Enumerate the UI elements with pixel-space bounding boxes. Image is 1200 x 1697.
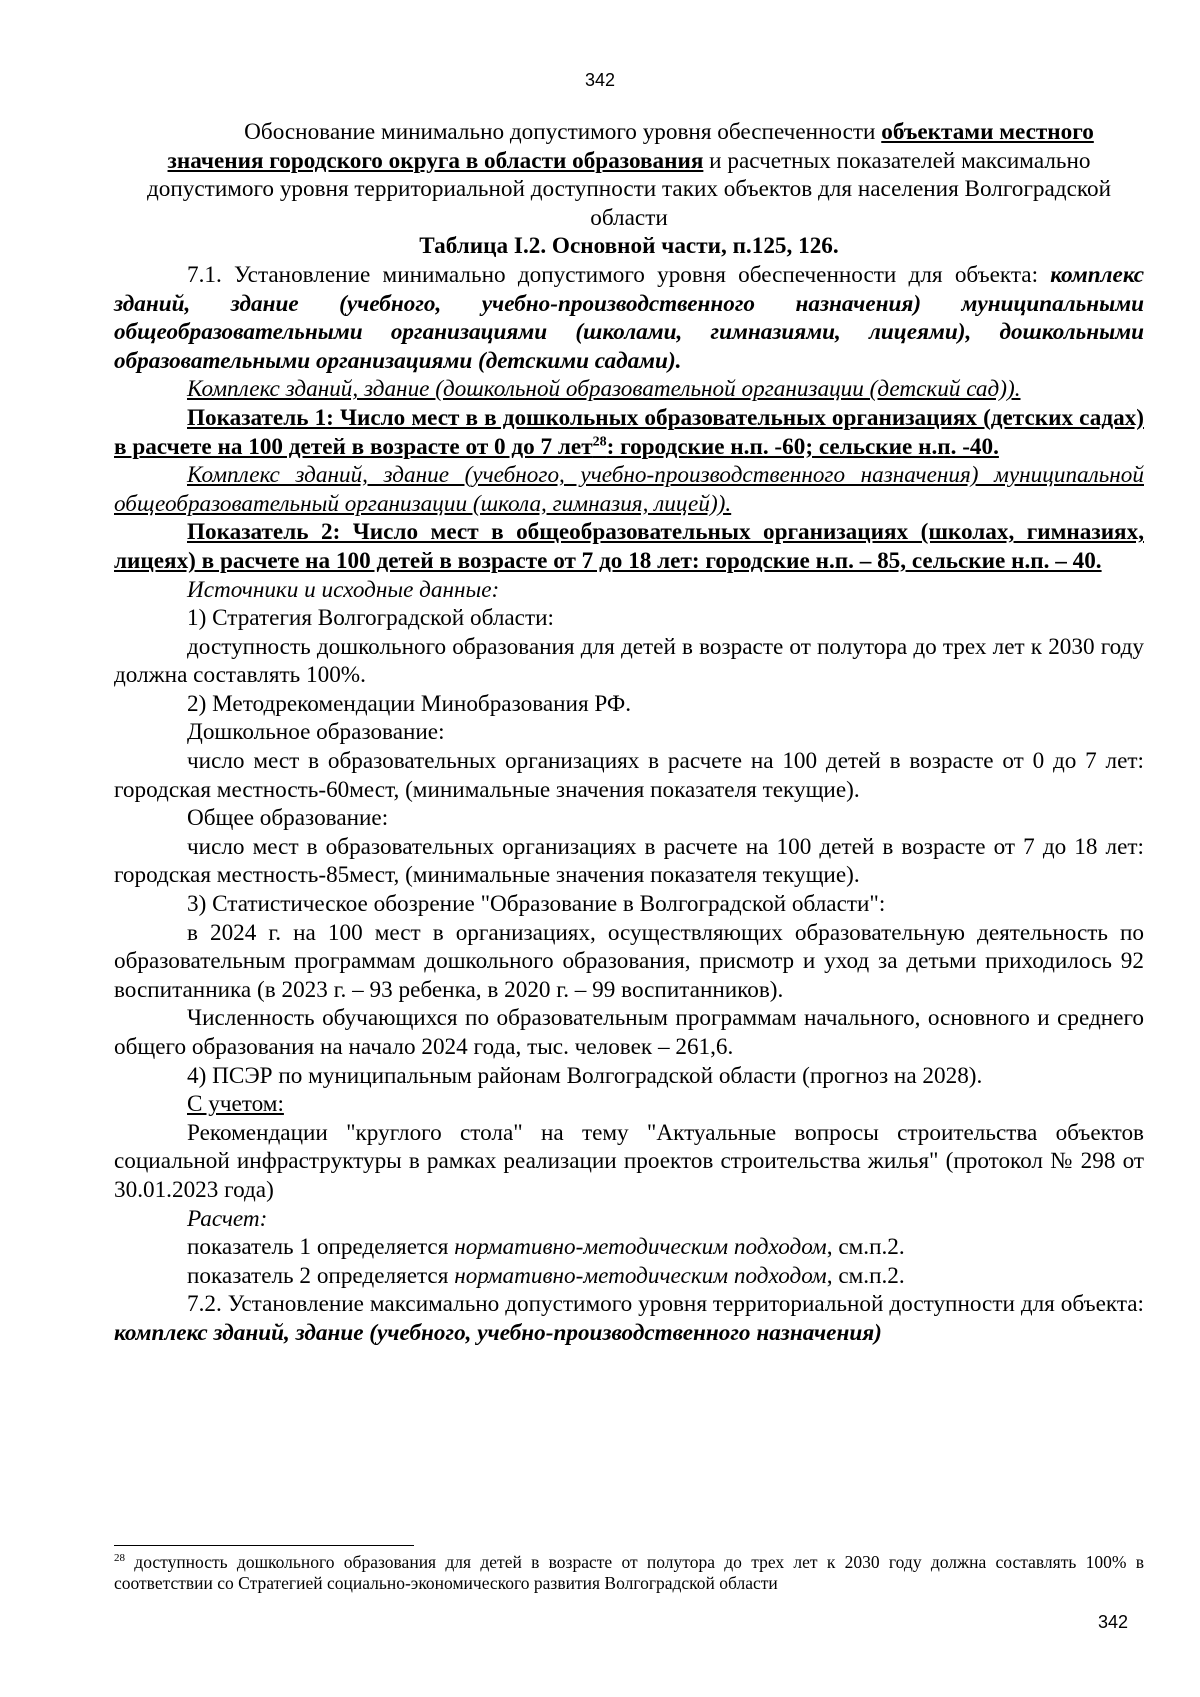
section-7-1-lead: 7.1. Установление минимально допустимого уровня обеспеченности для объекта: bbox=[187, 261, 1051, 288]
footnote-separator bbox=[114, 1545, 414, 1546]
source-2-preschool-text: число мест в образовательных организациях в расчете на 100 детей в возрасте от 0 до 7 лет: городская местность-60мест, (минимальные значения показателя текущие). bbox=[114, 748, 1144, 803]
considering-text: Рекомендации "круглого стола" на тему "Актуальные вопросы строительства объектов социальной инфраструктуры в рамках реализации проектов строительства жилья" (протокол № 298 от 30.01.2023 года) bbox=[114, 1119, 1144, 1203]
considering-heading: С учетом: bbox=[187, 1091, 284, 1118]
calculation-line-2-italic: нормативно-методическим подходом bbox=[454, 1262, 827, 1289]
source-3-text-1: в 2024 г. на 100 мест в организациях, осуществляющих образовательную деятельность по образовательным программам дошкольного образования, присмотр и уход за детьми приходилось 92 воспитанника (в 2023 г. – 93 ребенка, в 2020 г. – 99 воспитанников). bbox=[114, 919, 1144, 1003]
document-body bbox=[114, 118, 1144, 1348]
page-number-top: 342 bbox=[584, 70, 616, 90]
source-2-general-text: число мест в образовательных организациях в расчете на 100 детей в возрасте от 7 до 18 лет: городская местность-85мест, (минимальные значения показателя текущие). bbox=[114, 833, 1144, 889]
title-part-3: и расчетных показателей максимально допустимого уровня территориальной доступности таких объектов для населения Волгоградской области bbox=[147, 147, 1111, 231]
footnote-ref: 28 bbox=[592, 433, 607, 449]
section-7-2 bbox=[114, 1290, 1144, 1347]
footnote-text: доступность дошкольного образования для детей в возрасте от полутора до трех лет к 2030 году должна составлять 100% в соответствии со Стратегией социально-экономического развития Волгоградской области bbox=[114, 1552, 1144, 1593]
source-2-preschool-title: Дошкольное образование: bbox=[187, 719, 445, 746]
title-part-1: Обоснование минимально допустимого уровня обеспеченности bbox=[244, 119, 882, 145]
section-7-1 bbox=[114, 261, 1144, 375]
source-4-title: 4) ПСЭР по муниципальным районам Волгоградской области (прогноз на 2028). bbox=[187, 1062, 983, 1089]
calculation-line-2-a: показатель 2 определяется bbox=[187, 1262, 455, 1289]
indicator-1-text-a: Показатель 1: Число мест в в дошкольных образовательных организациях (детских садах) в расчете на 100 детей в возрасте от 0 до 7 лет bbox=[114, 404, 1144, 460]
section-7-2-lead: 7.2. Установление максимально допустимого уровня территориальной доступности для объекта: bbox=[187, 1291, 1144, 1318]
calculation-line-1 bbox=[114, 1233, 1144, 1262]
source-3-text-2: Численность обучающихся по образовательным программам начального, основного и среднего общего образования на начало 2024 года, тыс. человек – 261,6. bbox=[114, 1005, 1144, 1060]
page-number-bottom: 342 bbox=[1098, 1612, 1129, 1632]
indicator-1-text-b: : городские н.п. -60; сельские н.п. -40. bbox=[606, 433, 999, 460]
complex-school: Комплекс зданий, здание (учебного, учебно-производственного назначения) муниципальной общеобразовательный организации (школа, гимназия, лицей)). bbox=[114, 462, 1144, 517]
indicator-2: Показатель 2: Число мест в общеобразовательных организациях (школах, гимназиях, лицеях) в расчете на 100 детей в возрасте от 7 до 18 лет: городские н.п. – 85, сельские н.п. – 40. bbox=[114, 519, 1144, 574]
calculation-line-2-b: , см.п.2. bbox=[826, 1262, 905, 1289]
source-2-title: 2) Методрекомендации Минобразования РФ. bbox=[187, 690, 632, 717]
calculation-line-1-b: , см.п.2. bbox=[826, 1234, 905, 1261]
table-title: Таблица I.2. Основной части, п.125, 126. bbox=[419, 233, 839, 260]
source-1-text: доступность дошкольного образования для детей в возрасте от полутора до трех лет к 2030 году должна составлять 100%. bbox=[114, 633, 1144, 689]
calculation-line-2 bbox=[114, 1262, 1144, 1291]
source-2-general-title: Общее образование: bbox=[187, 805, 389, 832]
title-part-2-bold: объектами местного значения городского округа в области образования bbox=[167, 119, 1094, 174]
section-7-1-object: комплекс зданий, здание (учебного, учебно-производственного назначения) муниципальными общеобразовательными организациями (школами, гимназиями, лицеями), дошкольными образовательными организациями (детскими садами). bbox=[114, 261, 1144, 374]
sources-heading: Источники и исходные данные: bbox=[187, 576, 500, 603]
indicator-1 bbox=[114, 404, 1144, 461]
document-title bbox=[114, 118, 1144, 232]
footnote-marker: 28 bbox=[114, 1552, 125, 1565]
section-7-2-object: комплекс зданий, здание (учебного, учебно-производственного назначения) bbox=[114, 1319, 882, 1346]
source-1-title: 1) Стратегия Волгоградской области: bbox=[187, 605, 554, 632]
source-3-title: 3) Статистическое обозрение "Образование в Волгоградской области": bbox=[187, 891, 886, 918]
complex-preschool: Комплекс зданий, здание (дошкольной образовательной организации (детский сад)). bbox=[187, 376, 1021, 403]
calculation-heading: Расчет: bbox=[187, 1205, 268, 1232]
calculation-line-1-a: показатель 1 определяется bbox=[187, 1234, 455, 1261]
footnote bbox=[114, 1552, 1144, 1594]
calculation-line-1-italic: нормативно-методическим подходом bbox=[454, 1234, 827, 1261]
